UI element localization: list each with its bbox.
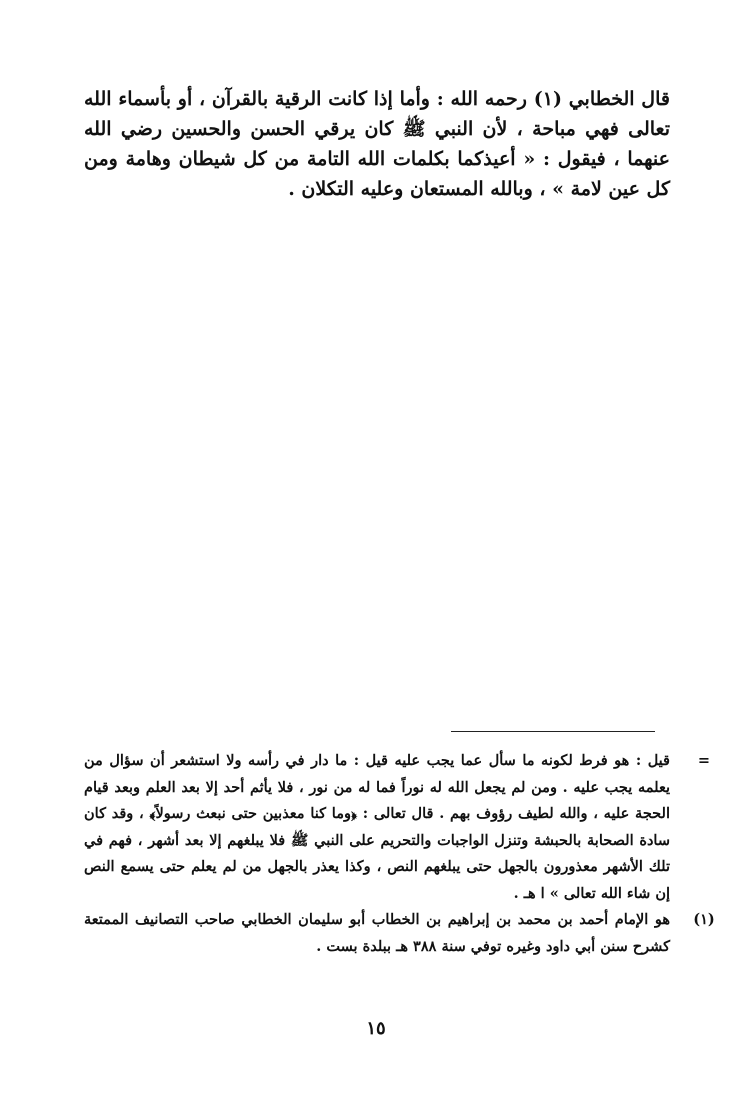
footnote-continuation-text: قيل : هو فرط لكونه ما سأل عما يجب عليه قيل : ما دار في رأسه ولا استشعر أن سؤال من يعلمه يجب عليه . ومن لم يجعل الله له نوراً فما له من نور ، فلا يأثم أحد إلا بعد العلم وبعد قيام الحجة عليه ، والله لطيف رؤوف بهم . قال تعالى : ﴿وما كنا معذبين حتى نبعث رسولاً﴾ ، وقد كان سادة الصحابة بالحبشة وتنزل الواجبات والتحريم على النبي ﷺ فلا يبلغهم إلا بعد أشهر ، فهم في تلك الأشهر معذورون بالجهل حتى يبلغهم النص ، وكذا يعذر بالجهل من لم يعلم حتى يسمع النص إن شاء الله تعالى » ا هـ . xyxy=(84,752,670,902)
page-number: ١٥ xyxy=(366,1018,386,1039)
footnote-continuation xyxy=(84,748,711,907)
footnote-1-text: هو الإمام أحمد بن محمد بن إبراهيم بن الخطاب أبو سليمان الخطابي صاحب التصانيف الممتعة كشرح سنن أبي داود وغيره توفي سنة ٣٨٨ هـ ببلدة بست . xyxy=(84,911,670,955)
footnote-1-mark: (١) xyxy=(693,911,715,928)
footnote-1 xyxy=(84,907,715,960)
footnote-separator xyxy=(451,731,655,732)
continuation-mark: = xyxy=(697,752,711,769)
main-text xyxy=(84,84,670,204)
main-paragraph: قال الخطابي (١) رحمه الله : وأما إذا كانت الرقية بالقرآن ، أو بأسماء الله تعالى فهي مباحة ، لأن النبي ﷺ كان يرقي الحسن والحسين رضي الله عنهما ، فيقول : « أعيذكما بكلمات الله التامة من كل شيطان وهامة ومن كل عين لامة » ، وبالله المستعان وعليه التكلان . xyxy=(84,88,670,200)
footnotes xyxy=(84,748,715,960)
